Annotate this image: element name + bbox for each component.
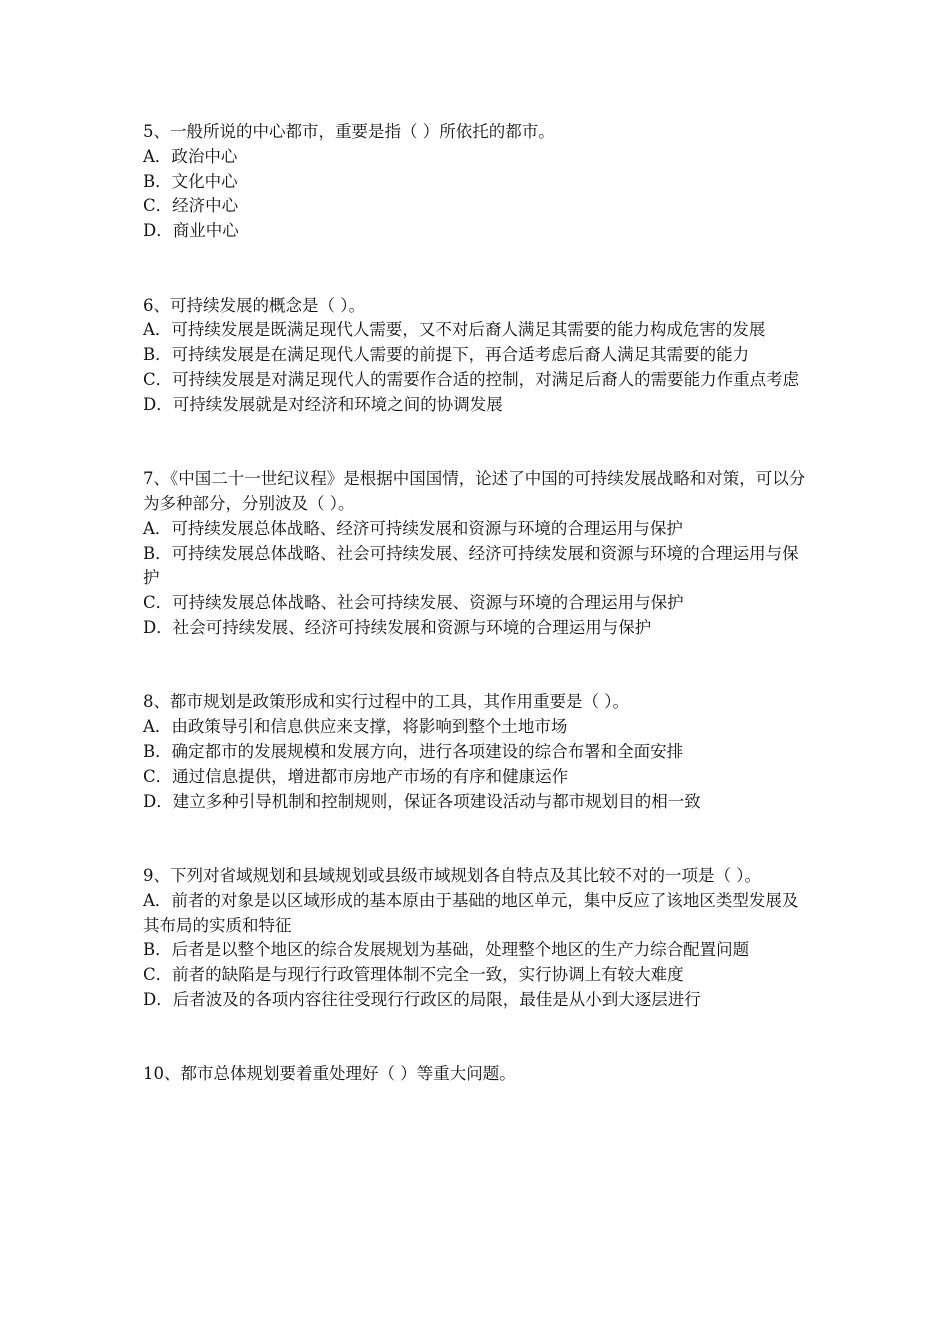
option-d: D．社会可持续发展、经济可持续发展和资源与环境的合理运用与保护	[143, 617, 652, 637]
question-stem: 9、下列对省域规划和县域规划或县级市域规划各自特点及其比较不对的一项是（ ）。	[143, 865, 761, 885]
option-b: B．文化中心	[143, 171, 238, 191]
option-b: B．可持续发展是在满足现代人需要的前提下，再合适考虑后裔人满足其需要的能力	[143, 345, 750, 365]
question-6	[143, 294, 811, 418]
document-page	[143, 120, 811, 1087]
spacer	[143, 244, 811, 294]
spacer	[143, 641, 811, 691]
option-a: A．政治中心	[143, 146, 238, 166]
question-stem: 7、《中国二十一世纪议程》是根据中国国情，论述了中国的可持续发展战略和对策，可以分为多种部分，分别波及（ ）。	[143, 469, 806, 513]
option-b: B．可持续发展总体战略、社会可持续发展、经济可持续发展和资源与环境的合理运用与保护	[143, 543, 799, 588]
option-c: C．经济中心	[143, 196, 239, 216]
question-5	[143, 120, 811, 244]
spacer	[143, 814, 811, 864]
question-8	[143, 690, 811, 814]
option-d: D．后者波及的各项内容往往受现行行政区的局限，最佳是从小到大逐层进行	[143, 989, 701, 1009]
option-d: D．可持续发展就是对经济和环境之间的协调发展	[143, 394, 503, 414]
option-b: B．确定都市的发展规模和发展方向，进行各项建设的综合布署和全面安排	[143, 741, 684, 761]
option-a: A．由政策导引和信息供应来支撑，将影响到整个土地市场	[143, 717, 568, 737]
spacer	[143, 1013, 811, 1063]
question-stem: 10、都市总体规划要着重处理好（ ）等重大问题。	[143, 1064, 516, 1084]
question-10	[143, 1062, 811, 1087]
option-c: C．可持续发展总体战略、社会可持续发展、资源与环境的合理运用与保护	[143, 593, 684, 613]
question-stem: 6、可持续发展的概念是（ ）。	[143, 295, 365, 315]
option-a: A．可持续发展是既满足现代人需要，又不对后裔人满足其需要的能力构成危害的发展	[143, 320, 766, 340]
option-a: A．可持续发展总体战略、经济可持续发展和资源与环境的合理运用与保护	[143, 518, 683, 538]
spacer	[143, 418, 811, 468]
option-c: C．通过信息提供，增进都市房地产市场的有序和健康运作	[143, 766, 569, 786]
question-9	[143, 864, 811, 1013]
question-stem: 5、一般所说的中心都市，重要是指（ ）所依托的都市。	[143, 122, 555, 141]
question-7	[143, 467, 811, 641]
question-stem: 8、都市规划是政策形成和实行过程中的工具，其作用重要是（ ）。	[143, 692, 629, 712]
option-a: A．前者的对象是以区域形成的基本原由于基础的地区单元，集中反应了该地区类型发展及其布局的实质和特征	[143, 890, 799, 935]
option-b: B．后者是以整个地区的综合发展规划为基础，处理整个地区的生产力综合配置问题	[143, 940, 750, 960]
option-d: D．建立多种引导机制和控制规则，保证各项建设活动与都市规划目的相一致	[143, 791, 701, 811]
option-d: D．商业中心	[143, 221, 239, 241]
option-c: C．前者的缺陷是与现行行政管理体制不完全一致，实行协调上有较大难度	[143, 965, 684, 985]
option-c: C．可持续发展是对满足现代人的需要作合适的控制，对满足后裔人的需要能力作重点考虑	[143, 369, 800, 389]
